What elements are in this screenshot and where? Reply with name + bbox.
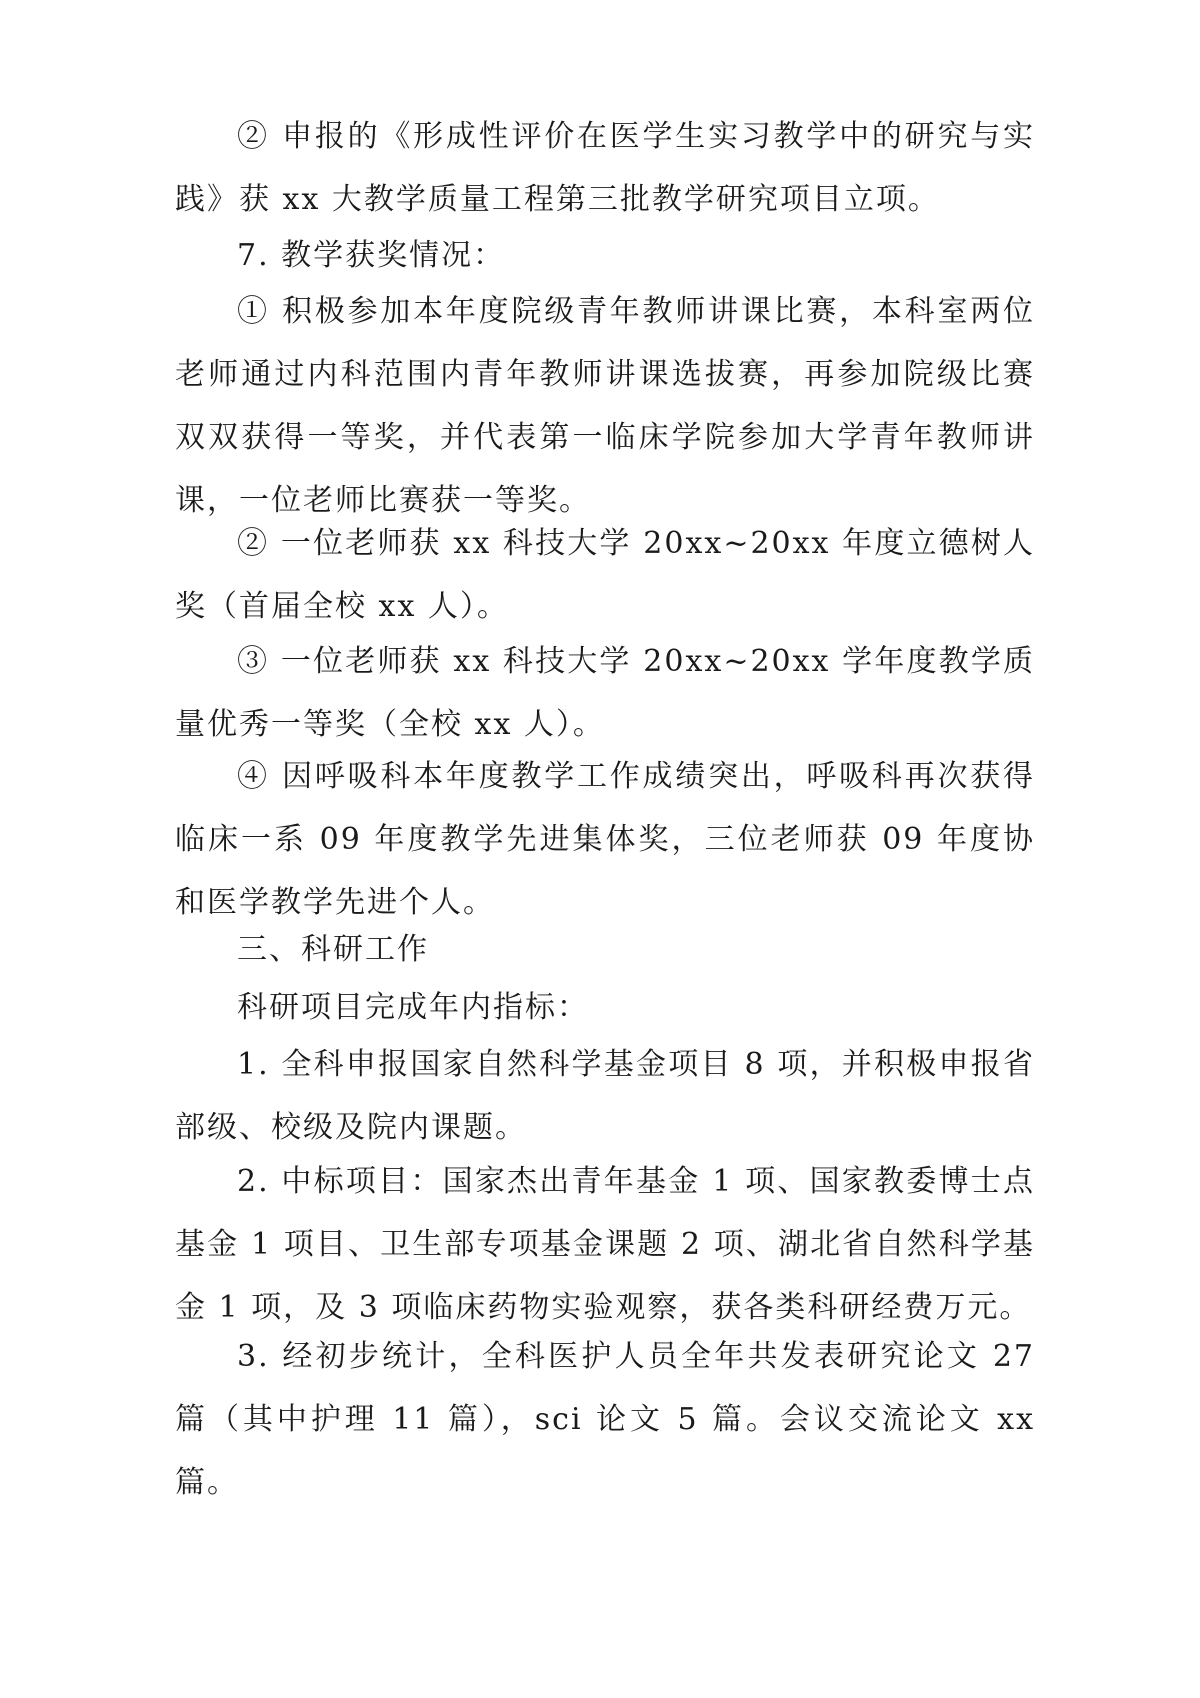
paragraph-teaching-quality-award: ③ 一位老师获 xx 科技大学 20xx~20xx 学年度教学质量优秀一等奖（全校 xx 人）。 <box>175 644 1035 742</box>
section-heading-research: 三、科研工作 <box>237 932 429 967</box>
paragraph-publications: 3. 经初步统计，全科医护人员全年共发表研究论文 27 篇（其中护理 11 篇），sci 论文 5 篇。会议交流论文 xx 篇。 <box>175 1339 1035 1500</box>
paragraph-winning-projects: 2. 中标项目：国家杰出青年基金 1 项、国家教委博士点基金 1 项目、卫生部专项基金课题 2 项、湖北省自然科学基金 1 项，及 3 项临床药物实验观察，获各类科研经费万元。 <box>175 1164 1035 1325</box>
paragraph-project-approval: ② 申报的《形成性评价在医学生实习教学中的研究与实践》获 xx 大教学质量工程第三批教学研究项目立项。 <box>175 119 1035 217</box>
paragraph-teaching-awards-heading: 7. 教学获奖情况： <box>237 238 506 273</box>
paragraph-fund-applications: 1. 全科申报国家自然科学基金项目 8 项，并积极申报省部级、校级及院内课题。 <box>175 1047 1035 1145</box>
paragraph-moral-award: ② 一位老师获 xx 科技大学 20xx~20xx 年度立德树人奖（首届全校 xx 人）。 <box>175 526 1035 624</box>
paragraph-research-targets: 科研项目完成年内指标： <box>237 990 589 1025</box>
paragraph-lecture-competition: ① 积极参加本年度院级青年教师讲课比赛，本科室两位老师通过内科范围内青年教师讲课选拔赛，再参加院级比赛双双获得一等奖，并代表第一临床学院参加大学青年教师讲课，一位老师比赛获一等奖。 <box>175 294 1035 518</box>
paragraph-advanced-collective: ④ 因呼吸科本年度教学工作成绩突出，呼吸科再次获得临床一系 09 年度教学先进集体奖，三位老师获 09 年度协和医学教学先进个人。 <box>175 759 1035 920</box>
